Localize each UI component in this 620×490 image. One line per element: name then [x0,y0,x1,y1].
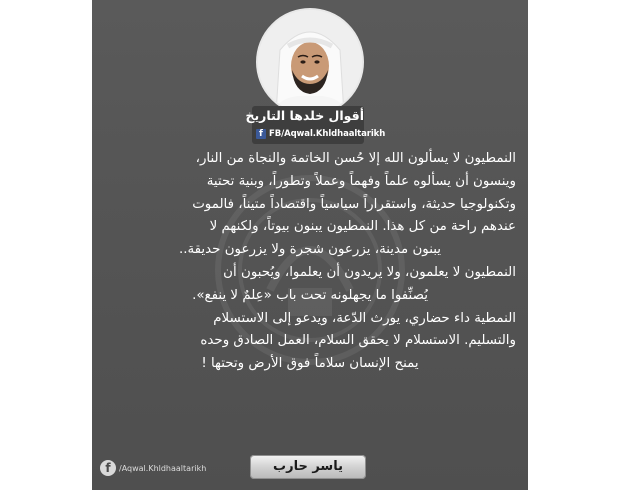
quote-line: عندهم راحة من كل هذا. النمطيون يبنون بيوتاً، ولكنهم لا [209,219,516,235]
brand-facebook-link[interactable] [256,128,386,140]
quote-line: يمنح الإنسان سلاماً فوق الأرض وتحتها ! [201,356,419,372]
brand-facebook-handle: FB/Aqwal.Khldhaaltarikh [269,129,386,139]
author-avatar [256,8,364,116]
brand-banner [245,106,386,144]
facebook-icon: f [100,460,116,476]
brand-title: أقوال خلدها التاريخ [245,108,364,123]
footer-facebook-handle: /Aqwal.Khldhaaltarikh [119,463,207,473]
quote-line: وتكنولوجيا حديثة، واستقراراً سياسياً واقتصاداً متيناً، فالموت [192,196,516,212]
author-name-plate: ياسر حارب [250,455,366,479]
quote-line: والتسليم. الاستسلام لا يحقق السلام، العمل الصادق وحده [200,333,516,349]
quote-line: النمطيون لا يعلمون، ولا يريدون أن يعلموا، ويُحبون أن [223,264,516,280]
quote-line: وينسون أن يسألوه علماً وفهماً وعملاً وتطوراً، وبنية تحتية [206,173,516,189]
quote-text [104,148,516,376]
quote-line: النمطية داء حضاري، يورث الدّعة، ويدعو إلى الاستسلام [213,310,516,326]
quote-line: يبنون مدينة، يزرعون شجرة ولا يزرعون حديقة.. [178,242,442,258]
quote-card [92,0,528,490]
quote-line: يُصنِّفوا ما يجهلونه تحت باب «عِلمٌ لا ينفع». [192,287,428,303]
facebook-icon: f [256,129,266,139]
quote-line: النمطيون لا يسألون الله إلا حُسن الخاتمة والنجاة من النار، [195,151,516,166]
avatar-portrait-icon [258,10,362,114]
footer-facebook-link[interactable] [100,460,206,476]
